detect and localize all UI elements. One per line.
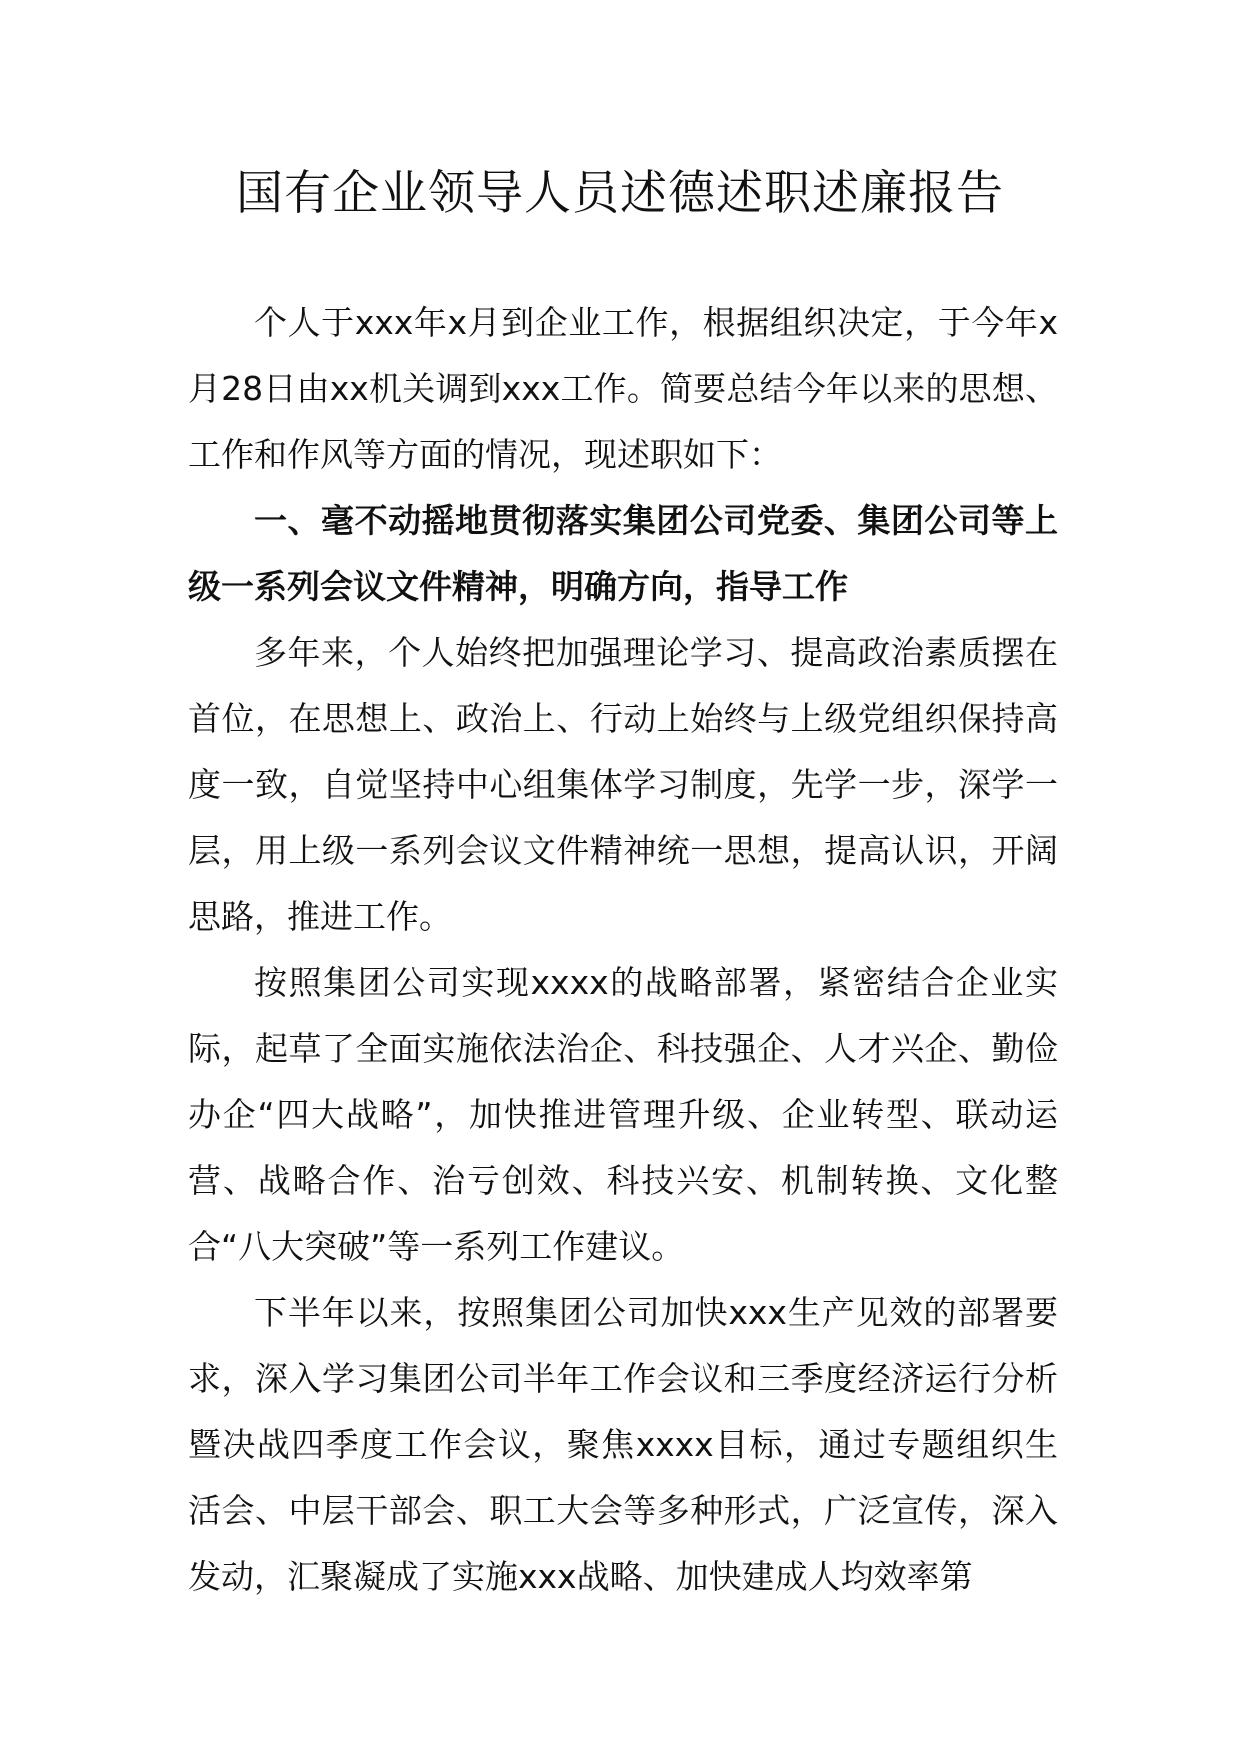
paragraph-study: 多年来，个人始终把加强理论学习、提高政治素质摆在首位，在思想上、政治上、行动上始终与上级党组织保持高度一致，自觉坚持中心组集体学习制度，先学一步，深学一层，用上级一系列会议文件精神统一思想，提高认识，开阔思路，推进工作。 <box>188 633 1058 936</box>
paragraph-second-half: 下半年以来，按照集团公司加快xxx生产见效的部署要求，深入学习集团公司半年工作会议和三季度经济运行分析暨决战四季度工作会议，聚焦xxxx目标，通过专题组织生活会、中层干部会、职工大会等多种形式，广泛宣传，深入发动，汇聚凝成了实施xxx战略、加快建成人均效率第 <box>188 1293 1058 1596</box>
document-body <box>188 290 1058 1610</box>
section-heading-1: 一、毫不动摇地贯彻落实集团公司党委、集团公司等上级一系列会议文件精神，明确方向，指导工作 <box>188 501 1058 606</box>
paragraph-intro: 个人于xxx年x月到企业工作，根据组织决定，于今年x月28日由xx机关调到xxx工作。简要总结今年以来的思想、工作和作风等方面的情况，现述职如下： <box>188 303 1058 474</box>
paragraph-strategy: 按照集团公司实现xxxx的战略部署，紧密结合企业实际，起草了全面实施依法治企、科技强企、人才兴企、勤俭办企“四大战略”，加快推进管理升级、企业转型、联动运营、战略合作、治亏创效、科技兴安、机制转换、文化整合“八大突破”等一系列工作建议。 <box>188 963 1058 1266</box>
document-title: 国有企业领导人员述德述职述廉报告 <box>236 166 1004 221</box>
